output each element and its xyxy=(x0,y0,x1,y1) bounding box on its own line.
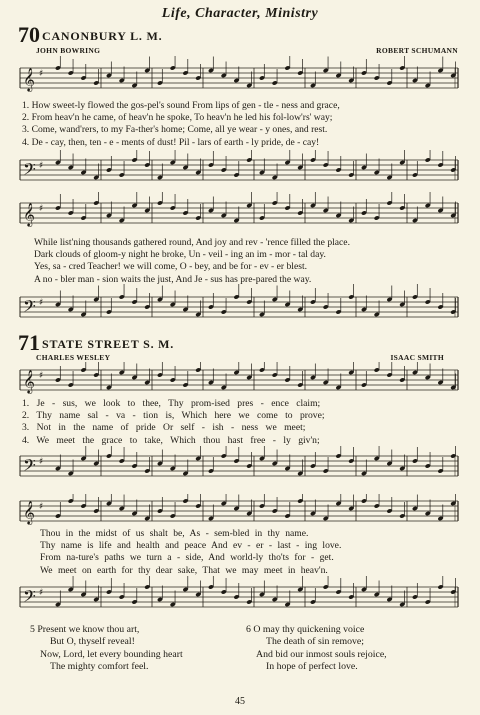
hymn-71-system1-bass-staff xyxy=(0,446,480,486)
sharp-icon: ♯ xyxy=(39,502,44,512)
stanza-line: In hope of perfect love. xyxy=(266,661,358,673)
stanza-line: 5 Present we know thou art, xyxy=(30,624,140,635)
verse-line: Dark clouds of gloom-y night he broke, Un - veil - ing an im - mor - tal day. xyxy=(34,249,326,261)
hymn-71-music-credit: ISAAC SMITH xyxy=(390,353,444,362)
hymn-70-title: CANONBURY L. M. xyxy=(42,29,163,43)
clef-icon: 𝄢 xyxy=(23,586,36,610)
clef-icon: 𝄢 xyxy=(23,159,36,183)
verse-line: 4. We meet the grace to take, Which thou hast free - ly giv'n; xyxy=(22,434,320,446)
verse-line: A no - bler man - sion waits the just, And Je - sus has pre-pared the way. xyxy=(34,273,312,285)
sharp-icon: ♯ xyxy=(39,204,44,214)
verse-line: 1. How sweet-ly flowed the gos-pel's sound From lips of gen - tle - ness and grace, xyxy=(22,100,340,111)
stanza-line: But O, thyself reveal! xyxy=(50,636,135,648)
sharp-icon: ♯ xyxy=(39,298,44,308)
sharp-icon: ♯ xyxy=(39,161,44,171)
stanza-line: And bid our inmost souls rejoice, xyxy=(256,648,387,660)
hymn-71-number: 71 xyxy=(18,330,40,355)
stanza-6 xyxy=(246,624,387,674)
stanza-line: Now, Lord, let every bounding heart xyxy=(40,648,183,660)
hymn-70-system1-bass-staff xyxy=(0,150,480,190)
stanza-line: 6 O may thy quickening voice xyxy=(246,624,365,635)
hymn-70-system1-treble-staff xyxy=(0,56,480,100)
clef-icon: 𝄞 xyxy=(23,67,35,91)
hymn-71-system1-verses xyxy=(22,398,325,447)
stanza-line: The death of sin remove; xyxy=(266,636,364,648)
verse-line: Thy name is life and health and peace And ev - er - last - ing love. xyxy=(40,540,342,552)
clef-icon: 𝄞 xyxy=(23,202,35,226)
hymn-71-system2-treble-staff xyxy=(0,494,480,528)
sharp-icon: ♯ xyxy=(39,457,44,467)
verse-line: 4. De - cay, then, ten - e - ments of dust! Pil - lars of earth - ly pride, de - cay! xyxy=(22,136,320,148)
clef-icon: 𝄞 xyxy=(23,500,35,524)
verse-line: While list'ning thousands gathered round, And joy and rev - 'rence filled the place. xyxy=(34,237,350,248)
hymn-70-number: 70 xyxy=(18,22,40,47)
clef-icon: 𝄞 xyxy=(23,369,35,393)
hymn-70-words-credit: JOHN BOWRING xyxy=(36,46,101,55)
page-header: Life, Character, Ministry xyxy=(161,6,319,21)
verse-line: 2. From heav'n he came, of heav'n he spoke, To heav'n he led his fol-low'rs' way; xyxy=(22,112,333,124)
clef-icon: 𝄢 xyxy=(23,455,36,479)
verse-line: Thou in the midst of us shalt be, As - sem-bled in thy name. xyxy=(40,528,309,539)
hymn-71-title: STATE STREET S. M. xyxy=(42,337,175,351)
hymn-70-system2-treble-staff xyxy=(0,192,480,234)
hymn-71-words-credit: CHARLES WESLEY xyxy=(36,353,111,362)
sharp-icon: ♯ xyxy=(39,69,44,79)
hymn-71-system2-bass-staff xyxy=(0,576,480,618)
stanza-5 xyxy=(30,624,183,674)
verse-line: Yes, sa - cred Teacher! we will come, O - bey, and be for - ev - er blest. xyxy=(34,261,308,273)
verse-line: 3. Come, wand'rers, to my Fa-ther's home; Come, all ye wear - y ones, and rest. xyxy=(22,124,328,136)
verse-line: 3. Not in the name of pride Or self - ish - ness we meet; xyxy=(22,422,306,434)
hymn-71-system1-treble-staff xyxy=(0,362,480,398)
hymn-70-system2-verses xyxy=(34,237,350,286)
stanza-line: The mighty comfort feel. xyxy=(50,661,149,673)
hymn-71-system2-verses xyxy=(40,528,341,577)
sharp-icon: ♯ xyxy=(39,588,44,598)
verse-line: We meet on earth for thy dear sake, That we may meet in heav'n. xyxy=(40,564,328,576)
hymn-70-system1-verses xyxy=(22,100,340,149)
verse-line: 1. Je - sus, we look to thee, Thy prom-ised pres - ence claim; xyxy=(22,398,321,409)
clef-icon: 𝄢 xyxy=(23,296,36,320)
hymn-70-system2-bass-staff xyxy=(0,284,480,330)
verse-line: 2. Thy name sal - va - tion is, Which here we come to prove; xyxy=(22,410,325,422)
page-number: 45 xyxy=(235,696,245,707)
verse-line: From na-ture's paths we turn a - side, And world-ly tho'ts for - get. xyxy=(40,552,334,564)
sharp-icon: ♯ xyxy=(39,371,44,381)
hymn-70-music-credit: ROBERT SCHUMANN xyxy=(376,46,458,55)
